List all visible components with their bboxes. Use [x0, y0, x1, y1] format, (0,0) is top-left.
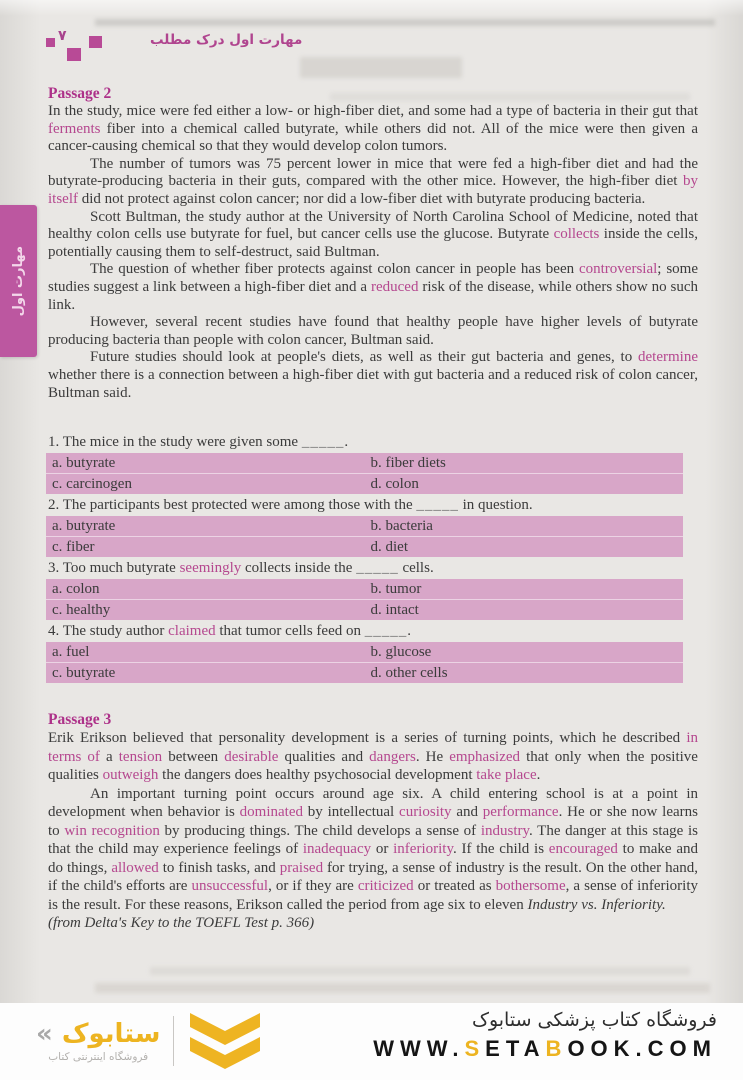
website-url: WWW.SETABOOK.COM	[373, 1036, 717, 1061]
decor-square-icon	[46, 38, 55, 47]
option-b: b. bacteria	[370, 518, 433, 534]
question-4	[46, 622, 698, 683]
passage-3-section	[48, 710, 698, 933]
option-c: c. carcinogen	[52, 476, 132, 492]
question-1	[46, 433, 698, 494]
footer-store-info	[373, 1009, 717, 1062]
option-d: d. diet	[370, 539, 408, 555]
setabook-chevron-icon	[186, 1011, 264, 1071]
option-d: d. other cells	[370, 665, 448, 681]
question-3-text: 3. Too much butyrate seemingly collects inside the _____ cells.	[48, 560, 434, 576]
passage-2-paragraph: Future studies should look at people's diets, as well as their gut bacteria and genes, to determine whether there is a connection between a high-fiber diet with gut bacteria and a reduced risk of colon cancer, Bultman said.	[48, 349, 698, 401]
passage-2-paragraph: In the study, mice were fed either a low- or high-fiber diet, and some had a type of bacteria in their gut that ferments fiber into a chemical called butyrate, while others did not. All of the mice were then given a cancer-causing chemical so that they would develop colon tumors.	[48, 103, 698, 155]
passage-3-title: Passage 3	[48, 711, 112, 728]
option-a: a. colon	[52, 581, 100, 597]
passage-2-section	[48, 84, 698, 402]
option-c: c. fiber	[52, 539, 95, 555]
option-c: c. butyrate	[52, 665, 116, 681]
passage-3-paragraph: Erik Erikson believed that personality development is a series of turning points, which he described in terms of a tension between desirable qualities and dangers. He emphasized that only when the positive qualities outweigh the dangers does healthy psychosocial development take place.	[48, 730, 698, 783]
passage-2-title: Passage 2	[48, 85, 112, 102]
passage-2-paragraph: However, several recent studies have found that healthy people have higher levels of butyrate producing bacteria than people with colon cancer, Bultman said.	[48, 314, 698, 348]
question-3-options	[46, 579, 683, 620]
decor-square-icon	[67, 48, 81, 61]
option-c: c. healthy	[52, 602, 111, 618]
option-a: a. butyrate	[52, 518, 116, 534]
setabook-wordmark: « ستابوک	[36, 1019, 161, 1049]
option-a: a. fuel	[52, 644, 90, 660]
question-2-options	[46, 516, 683, 557]
question-1-options	[46, 453, 683, 494]
logo-subtitle: فروشگاه اینترنتی کتاب	[48, 1051, 149, 1063]
question-2-text: 2. The participants best protected were among those with the _____ in question.	[48, 497, 533, 513]
page-number: ٧	[58, 28, 67, 44]
page-bleed-ghost	[150, 967, 690, 975]
scan-shadow	[95, 19, 715, 26]
question-1-text: 1. The mice in the study were given some _____.	[48, 434, 349, 450]
setabook-logo	[36, 1011, 264, 1071]
question-list	[46, 433, 698, 685]
page-bleed-ghost	[95, 983, 710, 993]
decor-square-icon	[89, 36, 102, 48]
option-b: b. tumor	[370, 581, 422, 597]
store-name-fa: فروشگاه کتاب پزشکی ستابوک	[471, 1009, 717, 1031]
question-4-options	[46, 642, 683, 683]
option-b: b. fiber diets	[370, 455, 446, 471]
option-b: b. glucose	[370, 644, 432, 660]
option-d: d. colon	[370, 476, 419, 492]
option-d: d. intact	[370, 602, 419, 618]
option-a: a. butyrate	[52, 455, 116, 471]
question-2	[46, 496, 698, 557]
footer-bar	[0, 1003, 743, 1080]
passage-3-paragraph: An important turning point occurs around age six. A child entering school is at a point in development when behavior is dominated by intellectual curiosity and performance. He or she now learns to win recognition by producing things. The child develops a sense of industry. The danger at this stage is that the child may experience feelings of inadequacy or inferiority. If the child is encouraged to make and do things, allowed to finish tasks, and praised for trying, a sense of industry is the result. On the other hand, if the child's efforts are unsuccessful, or if they are criticized or treated as bothersome, a sense of inferiority is the result. For these reasons, Erikson called the period from age six to eleven Industry vs. Inferiority.	[48, 785, 699, 913]
passage-2-paragraph: The question of whether fiber protects against colon cancer in people has been controversial; some studies suggest a link between a high-fiber diet and a reduced risk of the disease, while others show no such link.	[48, 261, 698, 313]
chapter-title: مهارت اول درک مطلب	[150, 32, 303, 48]
question-3	[46, 559, 698, 620]
passage-2-paragraph: Scott Bultman, the study author at the University of North Carolina School of Medicine, noted that healthy colon cells use butyrate for fuel, but cancer cells use the glucose. Butyrate collects inside the cells, potentially causing them to self-destruct, said Bultman.	[48, 208, 698, 260]
sidebar-tab-skill1	[0, 205, 37, 357]
sidebar-tab-label: مهارت اول	[11, 245, 26, 317]
page-bleed-ghost	[300, 57, 462, 78]
passage-3-source: (from Delta's Key to the TOEFL Test p. 366)	[48, 915, 315, 931]
logo-divider	[173, 1016, 174, 1066]
passage-2-paragraph: The number of tumors was 75 percent lower in mice that were fed a high-fiber diet and had the butyrate-producing bacteria in their guts, compared with the other mice. However, the high-fiber diet by itself did not protect against colon cancer; nor did a low-fiber diet with butyrate producing bacteria.	[48, 155, 698, 207]
question-4-text: 4. The study author claimed that tumor cells feed on _____.	[48, 623, 411, 639]
